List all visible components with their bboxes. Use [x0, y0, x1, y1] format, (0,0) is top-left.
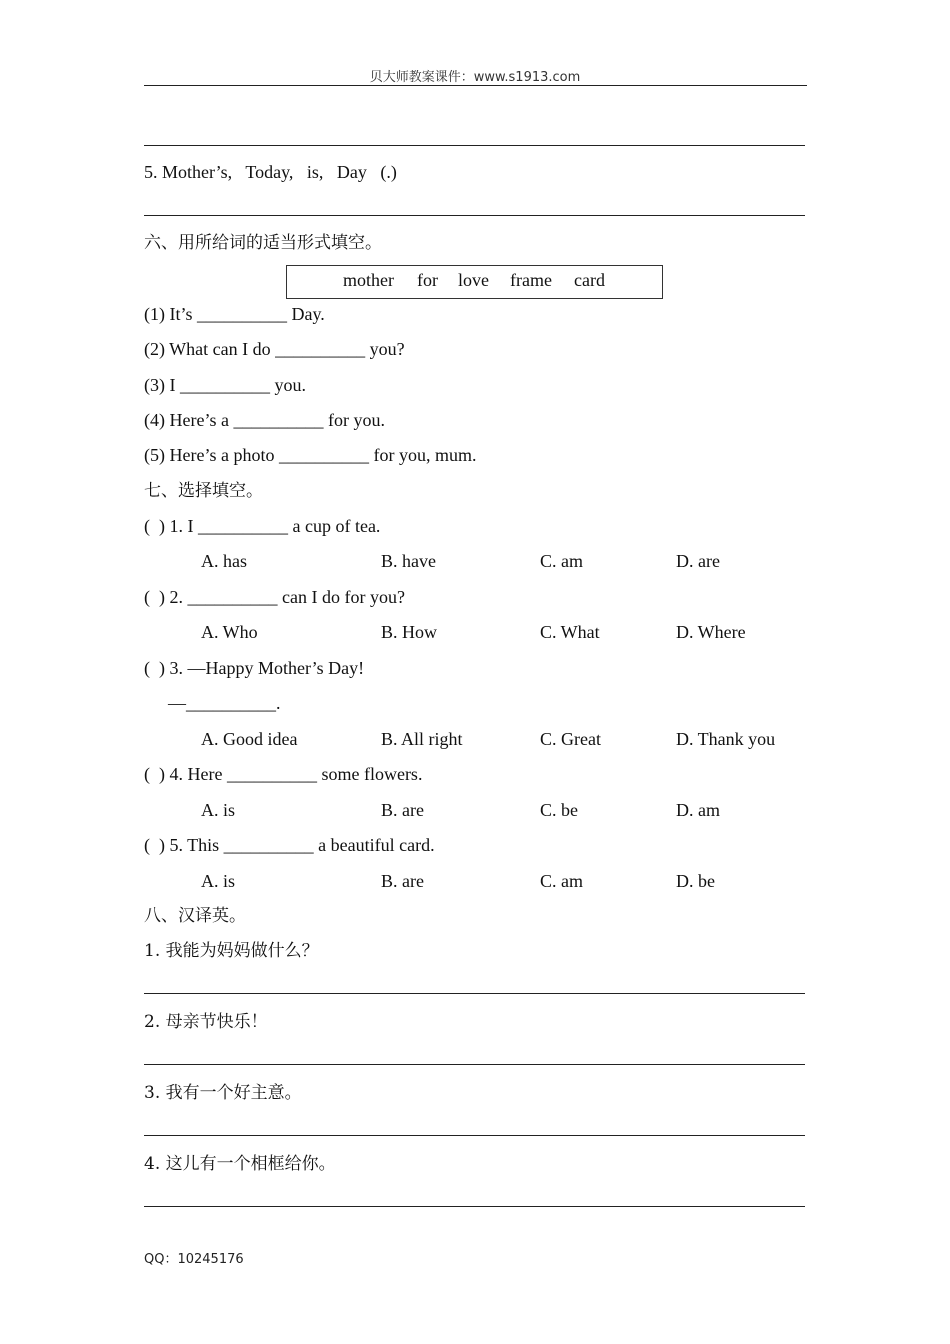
answer-line: [144, 1135, 805, 1136]
mc-question-5: ( ) 5. This __________ a beautiful card.: [144, 835, 435, 855]
mc-question-1: ( ) 1. I __________ a cup of tea.: [144, 516, 381, 536]
mc-option-a: A. Who: [201, 622, 258, 642]
page-header: 贝大师教案课件：www.s1913.com: [369, 70, 581, 85]
answer-line: [144, 1206, 805, 1207]
fill-item-2: (2) What can I do __________ you?: [144, 339, 405, 359]
answer-line: [144, 1064, 805, 1065]
mc-option-c: C. am: [540, 871, 583, 891]
mc-option-d: D. Thank you: [676, 729, 776, 749]
mc-option-d: D. am: [676, 800, 720, 820]
translate-item-4: 4. 这儿有一个相框给你。: [144, 1154, 336, 1174]
section-8-title: 八、汉译英。: [144, 906, 246, 926]
word-bank-box: [286, 265, 663, 299]
mc-option-c: C. What: [540, 622, 600, 642]
mc-question-3-response: —__________.: [168, 693, 281, 713]
mc-option-d: D. Where: [676, 622, 746, 642]
mc-option-b: B. All right: [381, 729, 463, 749]
answer-line: [144, 145, 805, 146]
reorder-question-5: 5. Mother’s, Today, is, Day (.): [144, 162, 397, 182]
mc-option-b: B. are: [381, 871, 424, 891]
answer-line: [144, 215, 805, 216]
word-bank-item: love: [458, 270, 489, 290]
mc-question-4: ( ) 4. Here __________ some flowers.: [144, 764, 423, 784]
fill-item-3: (3) I __________ you.: [144, 375, 306, 395]
mc-option-d: D. be: [676, 871, 715, 891]
mc-question-2: ( ) 2. __________ can I do for you?: [144, 587, 405, 607]
word-bank-item: mother: [343, 270, 394, 290]
mc-option-a: A. Good idea: [201, 729, 298, 749]
header-divider: [144, 85, 807, 86]
fill-item-5: (5) Here’s a photo __________ for you, mum.: [144, 445, 477, 465]
answer-line: [144, 993, 805, 994]
footer-contact: QQ：10245176: [144, 1252, 244, 1267]
mc-option-a: A. is: [201, 800, 236, 820]
mc-option-b: B. How: [381, 622, 438, 642]
mc-option-a: A. has: [201, 551, 247, 571]
mc-option-c: C. be: [540, 800, 578, 820]
translate-item-3: 3. 我有一个好主意。: [144, 1083, 302, 1103]
mc-option-c: C. Great: [540, 729, 601, 749]
mc-option-d: D. are: [676, 551, 720, 571]
translate-item-1: 1. 我能为妈妈做什么？: [144, 941, 319, 961]
translate-item-2: 2. 母亲节快乐！: [144, 1012, 268, 1032]
word-bank-item: frame: [510, 270, 552, 290]
mc-question-3: ( ) 3. —Happy Mother’s Day!: [144, 658, 365, 678]
section-6-title: 六、用所给词的适当形式填空。: [144, 233, 382, 253]
fill-item-4: (4) Here’s a __________ for you.: [144, 410, 385, 430]
mc-option-b: B. have: [381, 551, 436, 571]
word-bank-item: for: [417, 270, 438, 290]
word-bank-item: card: [574, 270, 605, 290]
section-7-title: 七、选择填空。: [144, 481, 263, 501]
mc-option-b: B. are: [381, 800, 424, 820]
mc-option-a: A. is: [201, 871, 236, 891]
fill-item-1: (1) It’s __________ Day.: [144, 304, 325, 324]
mc-option-c: C. am: [540, 551, 583, 571]
